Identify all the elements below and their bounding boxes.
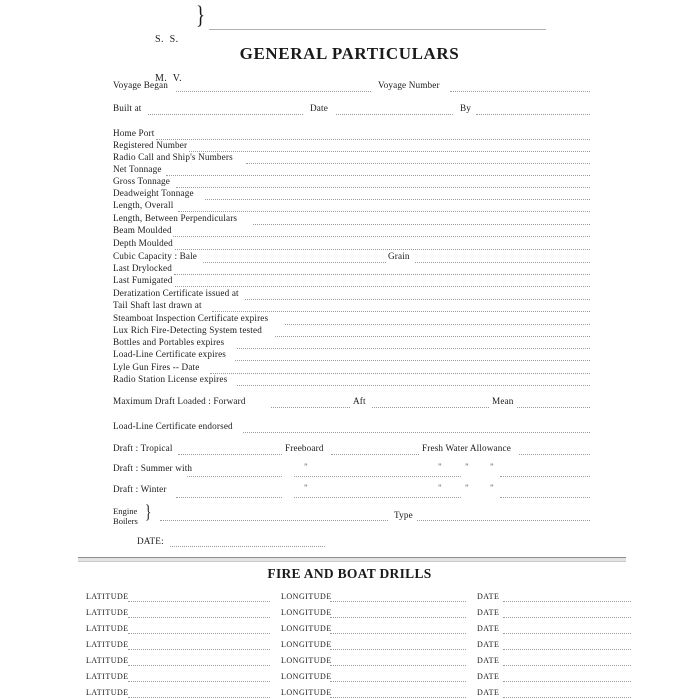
input-engine-type[interactable]	[417, 519, 590, 521]
label-longitude: LONGITUDE	[281, 688, 332, 697]
input-lyle-gun-fires-date[interactable]	[210, 372, 590, 374]
input-longitude[interactable]	[330, 616, 466, 618]
label-draft-tropical: Draft : Tropical	[113, 443, 173, 453]
label-latitude: LATITUDE	[86, 656, 129, 665]
masthead-brace-icon: }	[196, 2, 205, 29]
input-longitude[interactable]	[330, 664, 466, 666]
label-longitude: LONGITUDE	[281, 608, 332, 617]
section-divider	[78, 557, 626, 562]
section-title-general-particulars: GENERAL PARTICULARS	[239, 44, 460, 63]
input-depth-moulded[interactable]	[175, 248, 590, 250]
input-lux-rich-fire-detecting-system-tested[interactable]	[275, 335, 590, 337]
label-cubic-capacity-bale: Cubic Capacity : Bale	[113, 251, 198, 261]
label-latitude: LATITUDE	[86, 640, 129, 649]
label-load-line-certificate-expires: Load-Line Certificate expires	[113, 349, 227, 359]
input-fresh-water-allowance-winter[interactable]	[500, 496, 590, 498]
input-latitude[interactable]	[128, 696, 270, 698]
ditto-mark-fwa-winter-2: ”	[465, 483, 469, 492]
input-cubic-capacity-bale[interactable]	[203, 261, 386, 263]
label-tail-shaft-last-drawn-at: Tail Shaft last drawn at	[113, 300, 202, 310]
label-voyage-began: Voyage Began	[113, 80, 168, 90]
input-engine-boilers[interactable]	[160, 519, 388, 521]
input-longitude[interactable]	[330, 600, 466, 602]
label-registered-number: Registered Number	[113, 140, 188, 150]
ship-type-mv: M. V.	[155, 73, 183, 84]
label-radio-station-license-expires: Radio Station License expires	[113, 374, 228, 384]
label-built-date: Date	[310, 103, 328, 113]
label-boilers: Boilers	[113, 516, 138, 526]
ditto-mark-fwa-winter-3: ”	[490, 483, 494, 492]
label-length-overall: Length, Overall	[113, 200, 174, 210]
label-maximum-draft-aft: Aft	[353, 396, 366, 406]
input-deratization-certificate-issued-at[interactable]	[245, 298, 590, 300]
label-date: DATE	[477, 592, 500, 601]
input-date[interactable]	[503, 616, 631, 618]
ditto-mark-freeboard-winter: ”	[304, 483, 308, 492]
label-longitude: LONGITUDE	[281, 672, 332, 681]
label-longitude: LONGITUDE	[281, 640, 332, 649]
label-beam-moulded: Beam Moulded	[113, 225, 172, 235]
label-voyage-number: Voyage Number	[378, 80, 440, 90]
input-cubic-capacity-grain[interactable]	[415, 261, 590, 263]
label-engine-type: Type	[394, 510, 413, 520]
input-fresh-water-allowance-tropical[interactable]	[519, 453, 590, 455]
input-date[interactable]	[503, 600, 631, 602]
input-radio-station-license-expires[interactable]	[237, 384, 590, 386]
label-freeboard-tropical: Freeboard	[285, 443, 324, 453]
label-bottles-and-portables-expires: Bottles and Portables expires	[113, 337, 225, 347]
section-title-fire-and-boat-drills: FIRE AND BOAT DRILLS	[267, 566, 432, 581]
input-latitude[interactable]	[128, 680, 270, 682]
label-longitude: LONGITUDE	[281, 592, 332, 601]
engine-boilers-stack	[113, 506, 138, 526]
input-date[interactable]	[503, 696, 631, 698]
input-maximum-draft-mean[interactable]	[517, 406, 590, 408]
input-longitude[interactable]	[330, 696, 466, 698]
input-tail-shaft-last-drawn-at[interactable]	[212, 310, 590, 312]
input-latitude[interactable]	[128, 616, 270, 618]
label-depth-moulded: Depth Moulded	[113, 238, 173, 248]
label-home-port: Home Port	[113, 128, 155, 138]
label-last-fumigated: Last Fumigated	[113, 275, 173, 285]
input-steamboat-inspection-certificate-expires[interactable]	[285, 323, 590, 325]
input-date[interactable]	[503, 632, 631, 634]
label-load-line-certificate-endorsed: Load-Line Certificate endorsed	[113, 421, 233, 431]
input-load-line-certificate-expires[interactable]	[235, 359, 590, 361]
ditto-mark-freeboard-summer: ”	[304, 462, 308, 471]
input-built-by[interactable]	[476, 113, 590, 115]
input-radio-call-and-ships-numbers[interactable]	[246, 162, 590, 164]
input-latitude[interactable]	[128, 600, 270, 602]
label-fresh-water-allowance-tropical: Fresh Water Allowance	[422, 443, 511, 453]
input-load-line-certificate-endorsed[interactable]	[243, 431, 590, 433]
input-built-date[interactable]	[336, 113, 453, 115]
label-built-by: By	[460, 103, 472, 113]
label-section-date: DATE:	[137, 536, 164, 546]
input-voyage-number[interactable]	[450, 90, 590, 92]
label-latitude: LATITUDE	[86, 688, 129, 697]
input-built-at[interactable]	[148, 113, 303, 115]
input-date[interactable]	[503, 664, 631, 666]
input-home-port[interactable]	[156, 138, 590, 140]
ditto-mark-fwa-winter-1: ”	[438, 483, 442, 492]
input-longitude[interactable]	[330, 632, 466, 634]
label-latitude: LATITUDE	[86, 608, 129, 617]
input-gross-tonnage[interactable]	[176, 186, 590, 188]
input-freeboard-winter[interactable]	[294, 496, 461, 498]
label-date: DATE	[477, 624, 500, 633]
input-last-fumigated[interactable]	[175, 285, 590, 287]
input-draft-winter[interactable]	[176, 496, 282, 498]
input-longitude[interactable]	[330, 680, 466, 682]
label-last-drylocked: Last Drylocked	[113, 263, 172, 273]
label-latitude: LATITUDE	[86, 672, 129, 681]
input-section-date[interactable]	[170, 545, 325, 547]
input-latitude[interactable]	[128, 664, 270, 666]
label-gross-tonnage: Gross Tonnage	[113, 176, 171, 186]
label-engine: Engine	[113, 506, 138, 516]
label-latitude: LATITUDE	[86, 592, 129, 601]
label-lux-rich-fire-detecting-system-tested: Lux Rich Fire-Detecting System tested	[113, 325, 262, 335]
label-steamboat-inspection-certificate-expires: Steamboat Inspection Certificate expires	[113, 313, 269, 323]
label-cubic-capacity-grain: Grain	[388, 251, 410, 261]
input-maximum-draft-forward[interactable]	[271, 406, 350, 408]
label-longitude: LONGITUDE	[281, 656, 332, 665]
label-date: DATE	[477, 640, 500, 649]
label-radio-call-and-ships-numbers: Radio Call and Ship's Numbers	[113, 152, 233, 162]
label-date: DATE	[477, 672, 500, 681]
label-maximum-draft-mean: Mean	[492, 396, 514, 406]
input-bottles-and-portables-expires[interactable]	[237, 347, 590, 349]
label-date: DATE	[477, 608, 500, 617]
label-latitude: LATITUDE	[86, 624, 129, 633]
input-latitude[interactable]	[128, 648, 270, 650]
input-date[interactable]	[503, 680, 631, 682]
label-built-at: Built at	[113, 103, 142, 113]
label-maximum-draft-loaded-forward: Maximum Draft Loaded : Forward	[113, 396, 246, 406]
ship-name-input-rule[interactable]	[209, 29, 546, 30]
input-registered-number[interactable]	[189, 150, 590, 152]
input-longitude[interactable]	[330, 648, 466, 650]
label-draft-winter: Draft : Winter	[113, 484, 167, 494]
label-lyle-gun-fires-date: Lyle Gun Fires -- Date	[113, 362, 200, 372]
label-date: DATE	[477, 688, 500, 697]
input-deadweight-tonnage[interactable]	[205, 198, 590, 200]
input-draft-summer[interactable]	[187, 475, 282, 477]
input-net-tonnage[interactable]	[166, 174, 590, 176]
label-deratization-certificate-issued-at: Deratization Certificate issued at	[113, 288, 239, 298]
ditto-mark-fwa-summer-2: ”	[465, 462, 469, 471]
input-draft-tropical[interactable]	[178, 453, 282, 455]
ship-type-ss: S. S.	[155, 34, 179, 45]
input-latitude[interactable]	[128, 632, 270, 634]
ditto-mark-fwa-summer-3: ”	[490, 462, 494, 471]
ditto-mark-fwa-summer-1: ”	[438, 462, 442, 471]
engine-boilers-brace-icon: }	[145, 502, 152, 523]
label-longitude: LONGITUDE	[281, 624, 332, 633]
input-freeboard-summer[interactable]	[294, 475, 461, 477]
input-date[interactable]	[503, 648, 631, 650]
input-length-overall[interactable]	[178, 210, 590, 212]
input-voyage-began[interactable]	[176, 90, 371, 92]
input-freeboard-tropical[interactable]	[331, 453, 419, 455]
input-fresh-water-allowance-summer[interactable]	[500, 475, 590, 477]
label-draft-summer-with: Draft : Summer with	[113, 463, 193, 473]
label-net-tonnage: Net Tonnage	[113, 164, 162, 174]
label-date: DATE	[477, 656, 500, 665]
input-last-drylocked[interactable]	[174, 273, 590, 275]
label-deadweight-tonnage: Deadweight Tonnage	[113, 188, 194, 198]
input-maximum-draft-aft[interactable]	[372, 406, 489, 408]
label-length-between-perpendiculars: Length, Between Perpendiculars	[113, 213, 238, 223]
input-length-between-perpendiculars[interactable]	[253, 223, 590, 225]
input-beam-moulded[interactable]	[173, 235, 590, 237]
